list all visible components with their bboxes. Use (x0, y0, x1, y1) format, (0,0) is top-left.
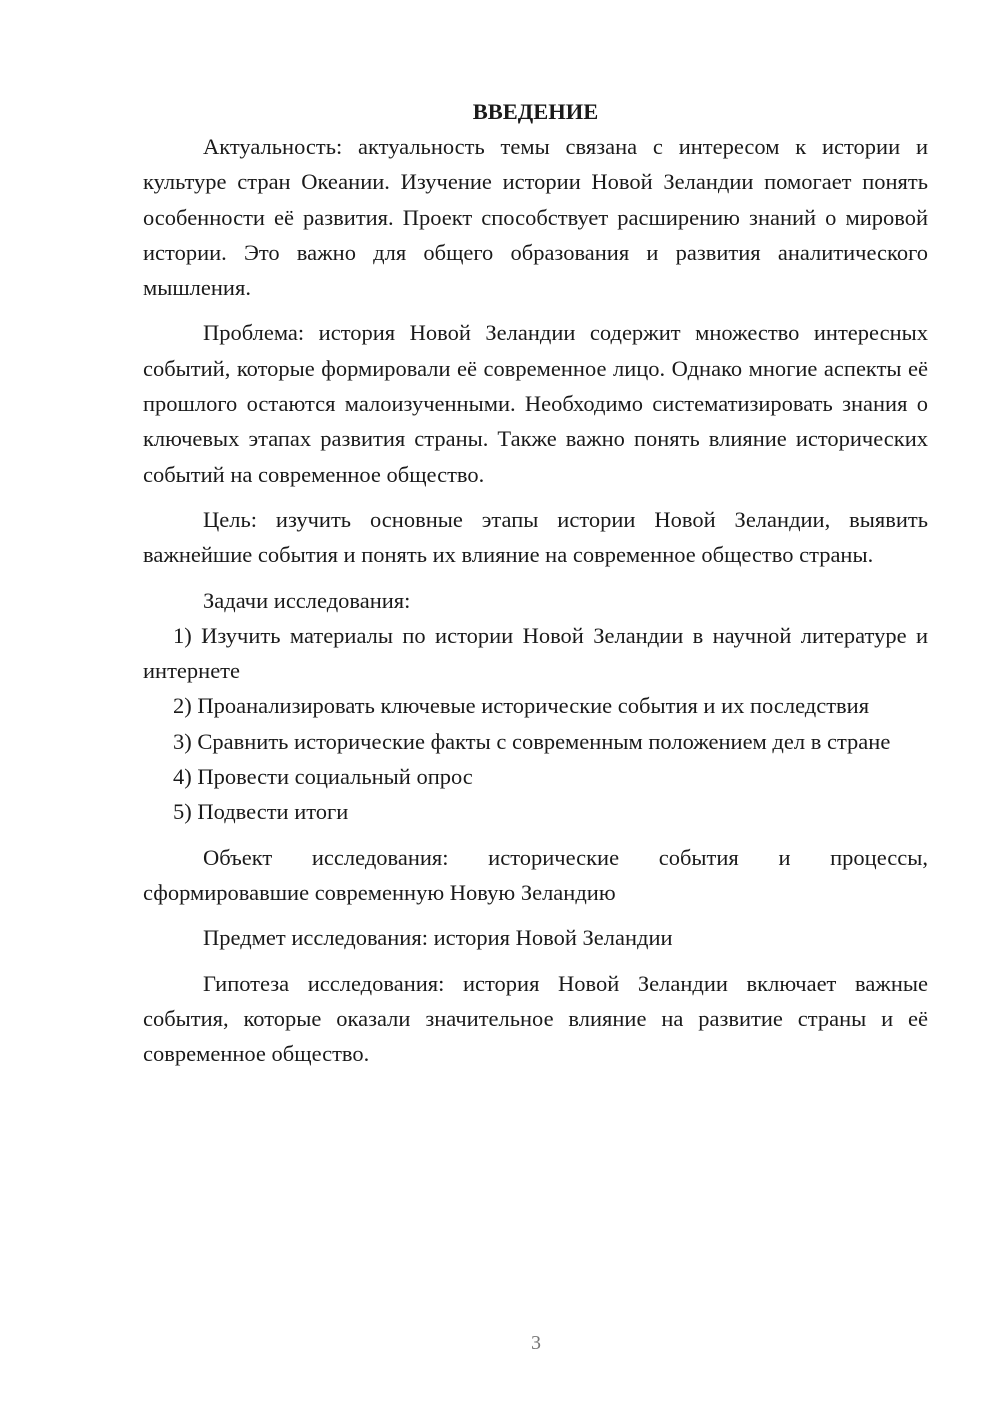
task-item-3: 3) Сравнить исторические факты с современным положением дел в стране (173, 728, 891, 754)
paragraph-problem: Проблема: история Новой Зеландии содержит множество интересных событий, которые формировали её современное лицо. Однако многие аспекты её прошлого остаются малоизученными. Необходимо систематизировать знания о ключевых этапах развития страны. Также важно понять влияние исторических событий на современное общество. (143, 320, 928, 487)
task-item-1: 1) Изучить материалы по истории Новой Зеландии в научной литературе и интернете (143, 622, 928, 684)
page-content (143, 94, 928, 1071)
paragraph-subject: Предмет исследования: история Новой Зеландии (203, 925, 673, 951)
task-item-5: 5) Подвести итоги (173, 799, 349, 825)
paragraph-relevance: Актуальность: актуальность темы связана с интересом к истории и культуре стран Океании. Изучение истории Новой Зеландии помогает понять особенности её развития. Проект способствует расширению знаний о мировой истории. Это важно для общего образования и развития аналитического мышления. (143, 134, 928, 301)
paragraph-goal: Цель: изучить основные этапы истории Новой Зеландии, выявить важнейшие события и понять их влияние на современное общество страны. (143, 506, 928, 568)
tasks-title: Задачи исследования: (203, 587, 411, 613)
paragraph-hypothesis: Гипотеза исследования: история Новой Зеландии включает важные события, которые оказали значительное влияние на развитие страны и её современное общество. (143, 970, 928, 1067)
task-item-4: 4) Провести социальный опрос (173, 764, 473, 790)
paragraph-object: Объект исследования: исторические события и процессы, сформировавшие современную Новую Зеландию (143, 844, 928, 905)
section-heading: ВВЕДЕНИЕ (472, 99, 599, 124)
page-number: 3 (531, 1332, 541, 1354)
task-item-2: 2) Проанализировать ключевые исторические события и их последствия (173, 693, 870, 719)
